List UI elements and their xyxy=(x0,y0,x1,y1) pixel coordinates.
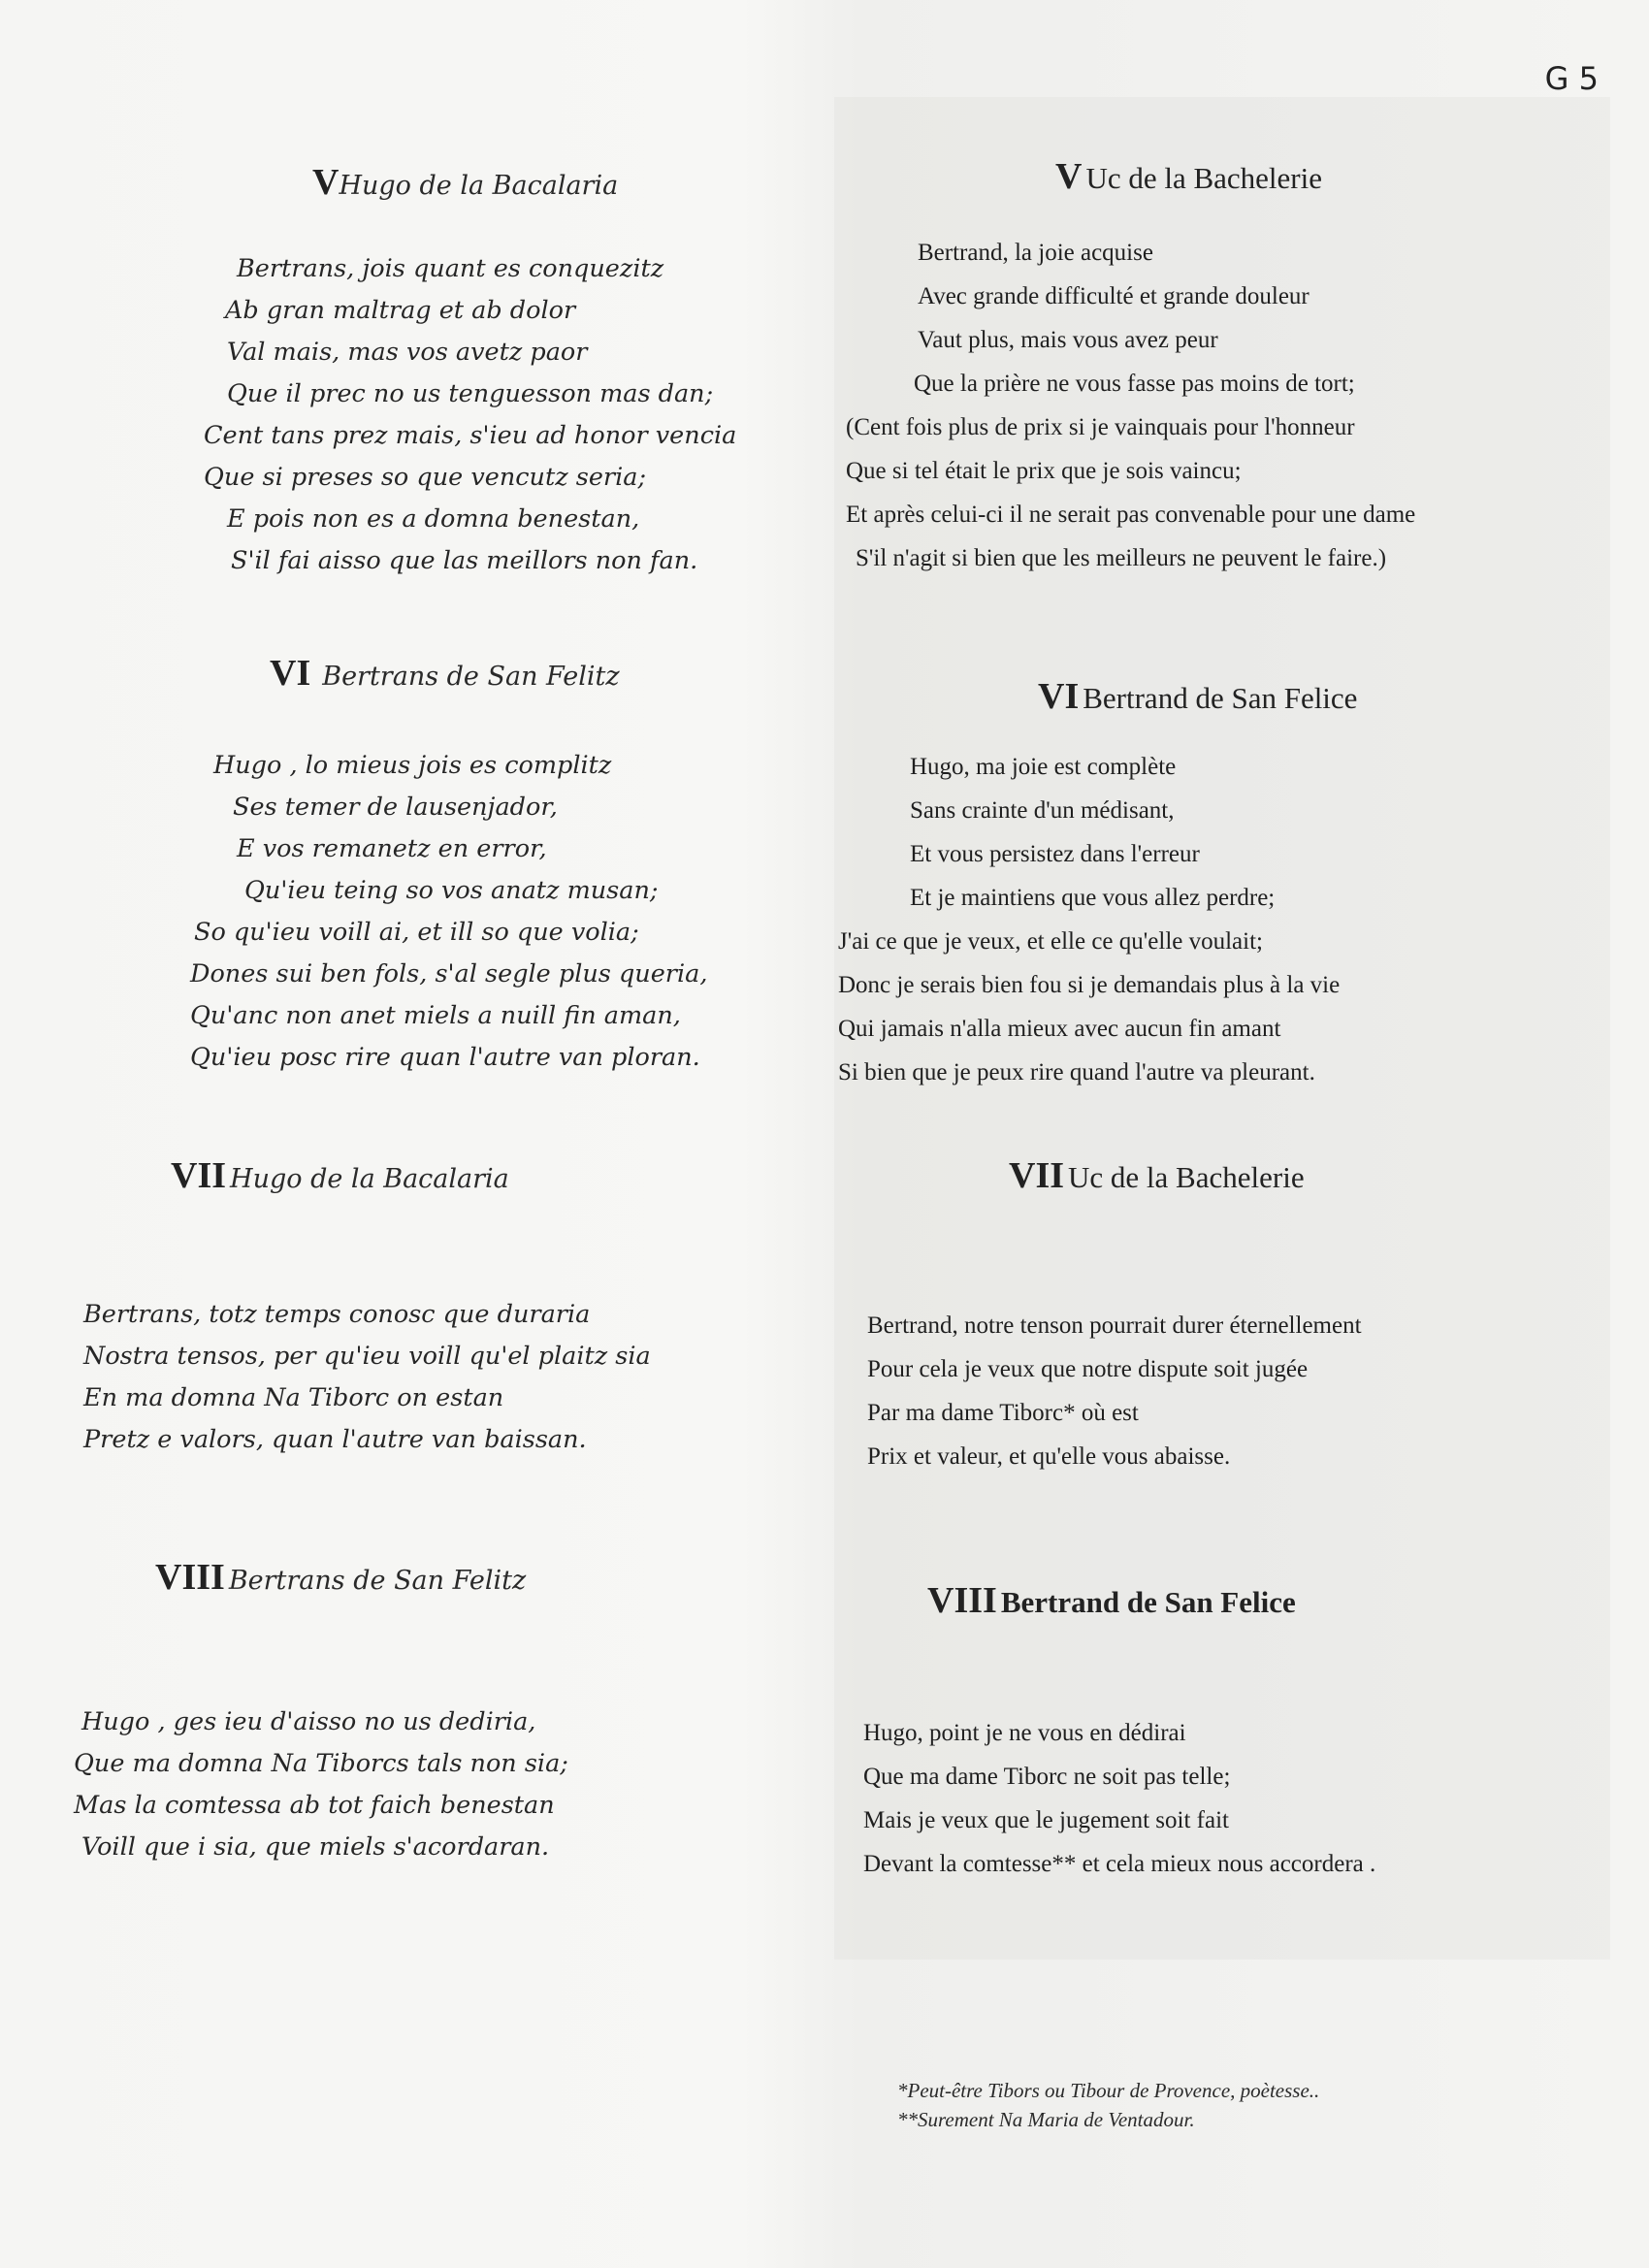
verse-line: Et je maintiens que vous allez perdre; xyxy=(910,885,1276,911)
occitan-stanza-vi-verse xyxy=(190,745,707,1079)
occitan-stanza-vii-verse xyxy=(83,1294,651,1461)
verse-line: Pour cela je veux que notre dispute soit jugée xyxy=(867,1356,1309,1382)
verse-line: Avec grande difficulté et grande douleur xyxy=(918,283,1310,309)
page-code: G 5 xyxy=(1544,60,1599,97)
stanza-number: VIII xyxy=(155,1557,225,1598)
verse-line: Que il prec no us tenguesson mas dan; xyxy=(227,379,714,408)
verse-line: En ma domna Na Tiborc on estan xyxy=(83,1383,504,1412)
stanza-author: Bertrans de San Felitz xyxy=(322,662,620,692)
verse-line: Ab gran maltrag et ab dolor xyxy=(225,296,576,325)
stanza-author: Hugo de la Bacalaria xyxy=(230,1164,509,1194)
verse-line: S'il fai aisso que las meillors non fan. xyxy=(231,546,698,575)
verse-line: (Cent fois plus de prix si je vainquais pour l'honneur xyxy=(846,414,1355,440)
stanza-number: VII xyxy=(1009,1155,1065,1196)
stanza-author: Bertrand de San Felice xyxy=(1083,681,1358,715)
verse-line: Mas la comtessa ab tot faich benestan xyxy=(74,1791,555,1820)
verse-line: Devant la comtesse** et cela mieux nous accordera . xyxy=(863,1851,1376,1877)
french-stanza-vii-heading xyxy=(1009,1154,1305,1197)
verse-line: So qu'ieu voill ai, et ill so que volia; xyxy=(194,918,639,947)
stanza-author: Bertrans de San Felitz xyxy=(228,1566,527,1596)
verse-line: Qu'anc non anet miels a nuill fin aman, xyxy=(190,1001,681,1030)
verse-line: Que ma domna Na Tiborcs tals non sia; xyxy=(74,1749,568,1778)
verse-line: Bertrans, totz temps conosc que duraria xyxy=(83,1300,591,1329)
occitan-stanza-v-heading xyxy=(312,161,618,204)
verse-line: Hugo , ges ieu d'aisso no us dediria, xyxy=(81,1707,536,1736)
verse-line: Dones sui ben fols, s'al segle plus queria, xyxy=(190,959,708,988)
verse-line: Prix et valeur, et qu'elle vous abaisse. xyxy=(867,1443,1231,1470)
stanza-author: Uc de la Bachelerie xyxy=(1085,161,1323,195)
verse-line: Mais je veux que le jugement soit fait xyxy=(863,1807,1229,1833)
stanza-number: VI xyxy=(270,653,311,694)
stanza-number: V xyxy=(1055,156,1083,197)
verse-line: Et après celui-ci il ne serait pas convenable pour une dame xyxy=(846,502,1416,528)
stanza-number: VII xyxy=(171,1155,227,1196)
french-stanza-vi-verse xyxy=(836,745,1340,1094)
occitan-stanza-viii-heading xyxy=(155,1556,526,1599)
verse-line: Que si tel était le prix que je sois vaincu; xyxy=(846,458,1242,484)
occitan-stanza-v-verse xyxy=(204,248,736,582)
verse-line: J'ai ce que je veux, et elle ce qu'elle voulait; xyxy=(838,928,1263,955)
verse-line: Qu'ieu posc rire quan l'autre van ploran. xyxy=(190,1043,700,1072)
verse-line: Par ma dame Tiborc* où est xyxy=(867,1400,1139,1426)
verse-line: Voill que i sia, que miels s'acordaran. xyxy=(81,1832,550,1862)
verse-line: Hugo, point je ne vous en dédirai xyxy=(863,1720,1186,1746)
verse-line: Ses temer de lausenjador, xyxy=(233,793,558,822)
verse-line: Cent tans prez mais, s'ieu ad honor vencia xyxy=(204,421,737,450)
french-stanza-v-verse xyxy=(846,231,1415,580)
footnotes xyxy=(897,2076,1319,2134)
verse-line: Sans crainte d'un médisant, xyxy=(910,797,1175,824)
verse-line: Que ma dame Tiborc ne soit pas telle; xyxy=(863,1764,1231,1790)
stanza-author: Hugo de la Bacalaria xyxy=(339,171,619,201)
stanza-number: VI xyxy=(1038,676,1080,717)
verse-line: E vos remanetz en error, xyxy=(237,834,547,863)
french-stanza-vii-verse xyxy=(867,1304,1362,1478)
verse-line: Si bien que je peux rire quand l'autre va pleurant. xyxy=(838,1059,1315,1085)
verse-line: E pois non es a domna benestan, xyxy=(227,504,640,534)
occitan-stanza-viii-verse xyxy=(74,1701,568,1868)
verse-line: Bertrans, jois quant es conquezitz xyxy=(237,254,664,283)
occitan-stanza-vi-heading xyxy=(270,652,620,695)
verse-line: Et vous persistez dans l'erreur xyxy=(910,841,1200,867)
verse-line: Donc je serais bien fou si je demandais plus à la vie xyxy=(838,972,1341,998)
verse-line: Qu'ieu teing so vos anatz musan; xyxy=(244,876,659,905)
verse-line: Que la prière ne vous fasse pas moins de tort; xyxy=(914,371,1355,397)
french-stanza-v-heading xyxy=(1055,155,1322,198)
verse-line: Bertrand, notre tenson pourrait durer éternellement xyxy=(867,1312,1362,1339)
verse-line: Val mais, mas vos avetz paor xyxy=(227,338,588,367)
french-stanza-viii-heading xyxy=(927,1579,1296,1622)
verse-line: Qui jamais n'alla mieux avec aucun fin amant xyxy=(838,1016,1281,1042)
footnote: *Peut-être Tibors ou Tibour de Provence, poètesse.. xyxy=(897,2079,1320,2102)
verse-line: Hugo , lo mieus jois es complitz xyxy=(213,751,612,780)
footnote: **Surement Na Maria de Ventadour. xyxy=(897,2108,1195,2131)
occitan-stanza-vii-heading xyxy=(171,1154,509,1197)
verse-line: Bertrand, la joie acquise xyxy=(918,240,1153,266)
verse-line: Pretz e valors, quan l'autre van baissan. xyxy=(83,1425,587,1454)
french-stanza-vi-heading xyxy=(1038,675,1357,718)
stanza-author: Uc de la Bachelerie xyxy=(1068,1160,1305,1194)
french-stanza-viii-verse xyxy=(863,1711,1375,1886)
stanza-number: VIII xyxy=(927,1580,997,1621)
verse-line: Nostra tensos, per qu'ieu voill qu'el plaitz sia xyxy=(83,1342,651,1371)
verse-line: Vaut plus, mais vous avez peur xyxy=(918,327,1218,353)
verse-line: Que si preses so que vencutz seria; xyxy=(204,463,647,492)
verse-line: S'il n'agit si bien que les meilleurs ne peuvent le faire.) xyxy=(856,545,1387,571)
verse-line: Hugo, ma joie est complète xyxy=(910,754,1177,780)
stanza-number: V xyxy=(312,162,340,203)
stanza-author: Bertrand de San Felice xyxy=(1000,1585,1296,1619)
